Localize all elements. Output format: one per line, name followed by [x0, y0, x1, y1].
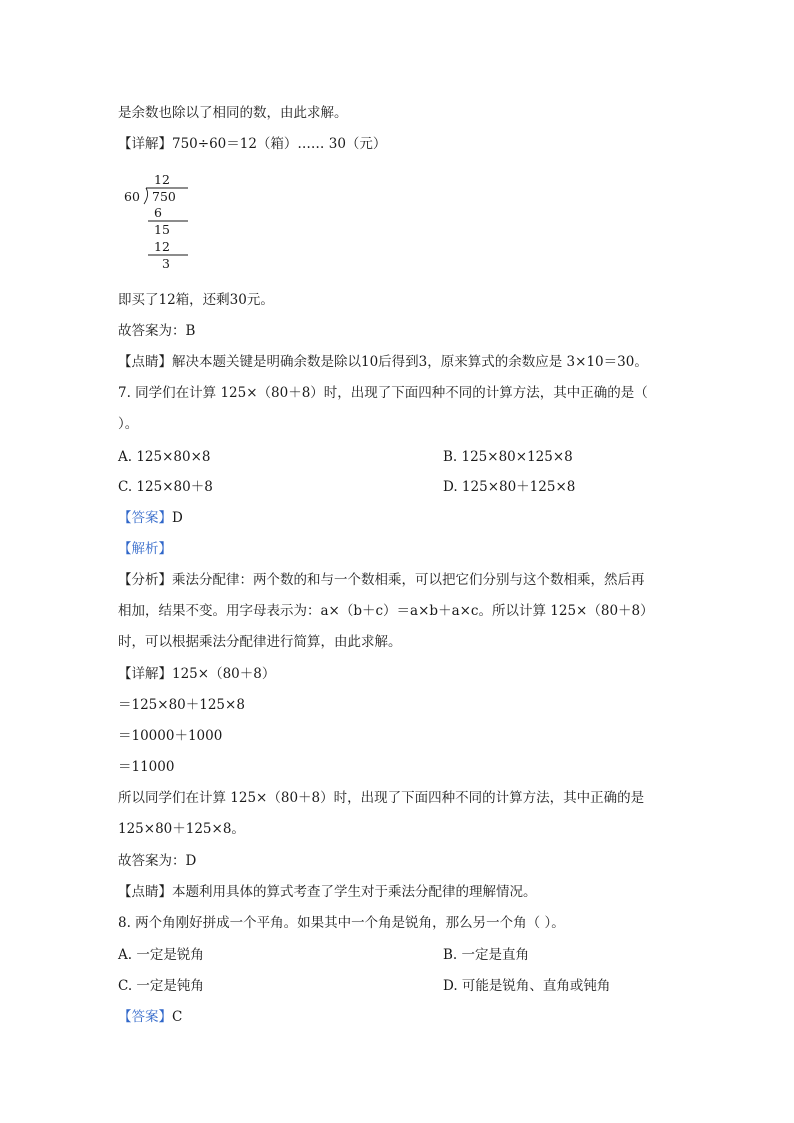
fenxi-tag: 【分析】 — [118, 572, 172, 588]
dianjing-tag: 【点睛】 — [118, 884, 172, 900]
q8-answer-line — [118, 1007, 182, 1027]
answer-tag: 【答案】 — [118, 510, 172, 526]
division-dividend: 750 — [152, 189, 176, 204]
division-divisor: 60 — [124, 189, 140, 204]
q7-option-a: A. 125×80×8 — [118, 449, 211, 465]
dianjing-text: 解决本题关键是明确余数是除以10后得到3，原来算式的余数应是 3×10＝30。 — [172, 354, 648, 370]
dianjing-line — [118, 882, 537, 902]
fenxi-text: 乘法分配律：两个数的和与一个数相乘，可以把它们分别与这个数相乘，然后再 — [172, 572, 645, 588]
fenxi-line-2: 相加，结果不变。用字母表示为：a×（b＋c）＝a×b＋a×c。所以计算 125×（80＋8） — [118, 603, 654, 619]
division-quotient: 12 — [154, 172, 170, 187]
q7-answer-line — [118, 508, 183, 528]
detail-line: 【详解】125×（80＋8） — [118, 666, 276, 682]
answer-line: 故答案为：D — [118, 853, 197, 869]
q8-option-a: A. 一定是锐角 — [118, 947, 204, 963]
answer-line: 故答案为：B — [118, 323, 196, 339]
analysis-heading: 【解析】 — [118, 541, 172, 557]
answer-value: D — [172, 510, 183, 526]
fenxi-line-3: 时，可以根据乘法分配律进行简算，由此求解。 — [118, 634, 402, 650]
calc-step-2: ＝10000＋1000 — [118, 728, 223, 744]
conclusion-line-1: 所以同学们在计算 125×（80＋8）时，出现了下面四种不同的计算方法，其中正确的是 — [118, 790, 645, 806]
dianjing-tag: 【点睛】 — [118, 354, 172, 370]
q8-option-c: C. 一定是钝角 — [118, 978, 204, 994]
q7-option-c: C. 125×80＋8 — [118, 479, 213, 495]
q7-option-b: B. 125×80×125×8 — [443, 449, 573, 465]
dianjing-line — [118, 352, 648, 372]
calc-step-1: ＝125×80＋125×8 — [118, 697, 245, 713]
division-remainder: 3 — [162, 256, 170, 271]
q8-option-d: D. 可能是锐角、直角或钝角 — [443, 978, 611, 994]
dianjing-text: 本题利用具体的算式考查了学生对于乘法分配律的理解情况。 — [172, 884, 537, 900]
detail-line: 【详解】750÷60＝12（箱）…… 30（元） — [118, 136, 387, 152]
calc-step-3: ＝11000 — [118, 759, 175, 775]
conclusion-line-2: 125×80＋125×8。 — [118, 821, 245, 837]
division-bracket — [144, 188, 148, 204]
fenxi-line-1 — [118, 570, 645, 590]
question-7-stem-cont: ）。 — [118, 416, 139, 432]
text-line: 即买了12箱，还剩30元。 — [118, 292, 274, 308]
text-line: 是余数也除以了相同的数，由此求解。 — [118, 105, 348, 121]
long-division-svg — [124, 170, 204, 274]
q8-option-b: B. 一定是直角 — [443, 947, 530, 963]
answer-value: C — [172, 1009, 183, 1025]
q7-option-d: D. 125×80＋125×8 — [443, 479, 576, 495]
question-8-stem: 8. 两个角刚好拼成一个平角。如果其中一个角是锐角，那么另一个角（ ）。 — [118, 915, 565, 931]
answer-tag: 【答案】 — [118, 1009, 172, 1025]
division-step-remainder-1: 15 — [154, 222, 170, 237]
division-step-product-1: 6 — [154, 205, 162, 220]
question-7-stem: 7. 同学们在计算 125×（80＋8）时，出现了下面四种不同的计算方法，其中正确的是（ — [118, 385, 648, 401]
long-division-figure — [124, 170, 204, 274]
division-step-product-2: 12 — [154, 239, 170, 254]
